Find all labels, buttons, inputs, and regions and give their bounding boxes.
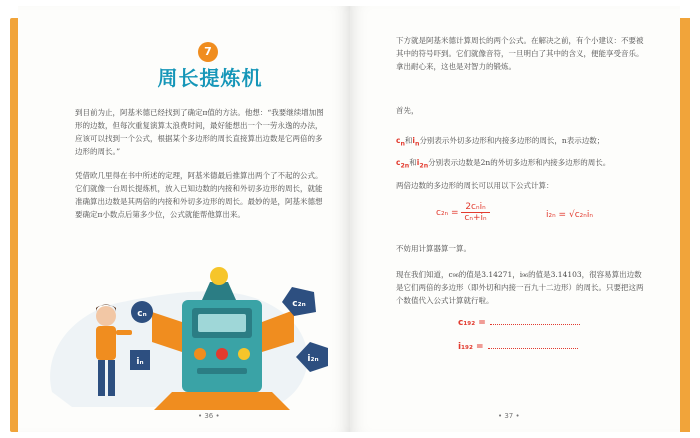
- right-paragraph-5: 两倍边数的多边形的周长可以用以下公式计算：: [396, 181, 554, 190]
- machine-base: [154, 392, 290, 410]
- right-paragraph-2: 首先，: [396, 106, 419, 115]
- formula-c2n-numerator: 2cₙiₙ: [461, 202, 489, 213]
- right-page: [350, 6, 680, 432]
- machine-knob-1: [194, 348, 206, 360]
- person-body: [96, 326, 116, 360]
- and-text: 和: [404, 136, 413, 145]
- definition-text-2: 分别表示边数是2n的外切多边形和内接多边形的周长。: [428, 158, 611, 167]
- machine-knob-3: [238, 348, 250, 360]
- definition-line-cn-in: [396, 134, 646, 151]
- formula-c2n-fraction: [461, 202, 489, 223]
- page-edge-left: [10, 18, 18, 432]
- answer-blank-i192-label: i₁₉₂ =: [458, 342, 484, 352]
- and-text-2: 和: [409, 158, 417, 167]
- right-paragraph-1: 下方就是阿基米德计算周长的两个公式。在解决之前，有个小建议：不要被其中的符号吓到。它们就像音符，一旦明白了其中的含义，便能享受音乐。拿出耐心来，这也是对智力的锻炼。: [396, 36, 644, 71]
- person-leg-left: [98, 360, 105, 396]
- right-paragraph-6: 不妨用计算器算一算。: [396, 244, 471, 253]
- answer-blank-c192-label: c₁₉₂ =: [458, 318, 486, 328]
- answer-line-c192: [490, 316, 580, 325]
- right-paragraph-7: 现在我们知道，c₉₆的值是3.14271，i₉₆的值是3.14103，很容易算出边数是它们两倍的多边形（即外切和内接一百九十二边形）的周长。只要把这两个数值代入公式计算就行啦。: [396, 270, 644, 305]
- symbol-in: $i_n$: [412, 136, 420, 148]
- person-arm: [116, 330, 132, 335]
- symbol-c2n: $c_{2n}$: [396, 158, 410, 170]
- perimeter-machine-illustration: [32, 242, 332, 412]
- answer-blank-i192: [458, 340, 578, 352]
- person-head: [96, 306, 116, 326]
- card-cn-label: cₙ: [137, 309, 147, 319]
- card-in-label: iₙ: [136, 357, 144, 367]
- page-number-right: • 37 •: [498, 412, 520, 420]
- machine-screen: [198, 314, 246, 332]
- symbol-cn: $c_n$: [396, 136, 405, 148]
- answer-line-i192: [488, 340, 578, 349]
- left-paragraph-2: 凭借欧几里得在书中所述的定理，阿基米德最后推算出两个了不起的公式。它们就像一台周长提炼机，放入已知边数的内接和外切多边形的周长，就能准确算出边数是其两倍的内接和外切多边形的周长。最妙的是，阿基米德想要确定π小数点后第多少位，公式就能帮他算出来。: [75, 171, 323, 219]
- symbol-i2n: $i_{2n}$: [416, 158, 429, 170]
- book-spread: [10, 6, 680, 432]
- machine-knob-2: [216, 348, 228, 360]
- formula-c2n-denominator: cₙ+iₙ: [464, 213, 487, 223]
- definition-text-1: 分别表示外切多边形和内接多边形的周长，n表示边数；: [419, 136, 605, 145]
- page-edge-right: [680, 18, 690, 432]
- page-number-left: • 36 •: [198, 412, 220, 420]
- formula-c2n-lhs: c₂ₙ =: [436, 208, 459, 218]
- definition-line-c2n-i2n: [396, 156, 646, 173]
- formula-i2n: i₂ₙ = √c₂ₙiₙ: [546, 210, 593, 220]
- answer-blank-c192: [458, 316, 580, 328]
- card-i2n-label: i₂ₙ: [307, 354, 319, 364]
- left-page: [18, 6, 350, 432]
- machine-lamp: [210, 267, 228, 285]
- card-c2n-label: c₂ₙ: [292, 299, 306, 309]
- person-leg-right: [108, 360, 115, 396]
- chapter-number-badge: 7: [198, 42, 218, 62]
- machine-slot: [197, 368, 247, 374]
- left-paragraph-1: 到目前为止，阿基米德已经找到了确定π值的方法。他想：“我要继续增加图形的边数，但每次重复演算太浪费时间，最好能想出一个一劳永逸的办法，应该可以找到一个公式，根据某个多边形的周长直接算出边数是它两倍的多边形的周长。”: [75, 108, 324, 156]
- chapter-title: 周长提炼机: [157, 66, 263, 90]
- formula-c2n: [436, 202, 490, 223]
